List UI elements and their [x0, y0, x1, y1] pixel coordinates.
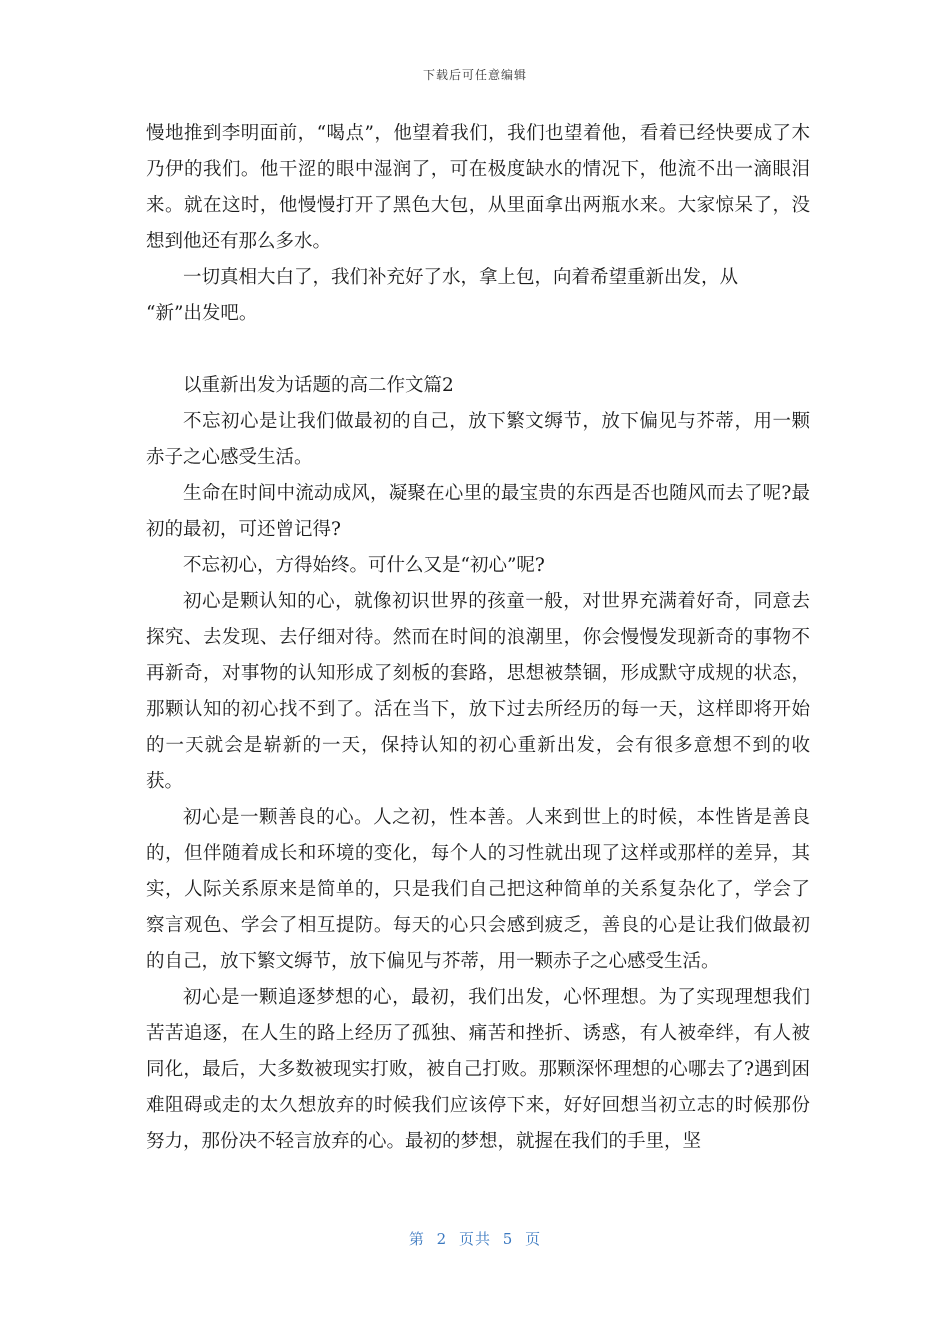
paragraph-conclusion-tail: “新”出发吧。 [146, 303, 258, 324]
section-gap [146, 332, 810, 368]
page-footer: 第 2 页共 5 页 [408, 1230, 542, 1248]
paragraph: 不忘初心是让我们做最初的自己，放下繁文缛节，放下偏见与芥蒂，用一颗赤子之心感受生活。 [146, 411, 810, 468]
document-body [146, 116, 810, 1160]
paragraph-conclusion-line: 一切真相大白了，我们补充好了水，拿上包，向着希望重新出发，从 [183, 267, 739, 288]
paragraph: 初心是颗认知的心，就像初识世界的孩童一般，对世界充满着好奇，同意去探究、去发现、去仔细对待。然而在时间的浪潮里，你会慢慢发现新奇的事物不再新奇，对事物的认知形成了刻板的套路，思想被禁锢，形成默守成规的状态，那颗认知的初心找不到了。活在当下，放下过去所经历的每一天，这样即将开始的一天就会是崭新的一天，保持认知的初心重新出发，会有很多意想不到的收获。 [146, 591, 810, 792]
paragraph-continued: 慢地推到李明面前，“喝点”，他望着我们，我们也望着他，看着已经快要成了木乃伊的我们。他干涩的眼中湿润了，可在极度缺水的情况下，他流不出一滴眼泪来。就在这时，他慢慢打开了黑色大包，从里面拿出两瓶水来。大家惊呆了，没想到他还有那么多水。 [146, 123, 810, 252]
paragraph: 初心是一颗追逐梦想的心，最初，我们出发，心怀理想。为了实现理想我们苦苦追逐，在人生的路上经历了孤独、痛苦和挫折、诱惑，有人被牵绊，有人被同化，最后，大多数被现实打败，被自己打败。那颗深怀理想的心哪去了?遇到困难阻碍或走的太久想放弃的时候我们应该停下来，好好回想当初立志的时候那份努力，那份决不轻言放弃的心。最初的梦想，就握在我们的手里，坚 [146, 987, 810, 1152]
paragraph: 初心是一颗善良的心。人之初，性本善。人来到世上的时候，本性皆是善良的，但伴随着成长和环境的变化，每个人的习性就出现了这样或那样的差异，其实，人际关系原来是简单的，只是我们自己把这种简单的关系复杂化了，学会了察言观色、学会了相互提防。每天的心只会感到疲乏，善良的心是让我们做最初的自己，放下繁文缛节，放下偏见与芥蒂，用一颗赤子之心感受生活。 [146, 807, 810, 972]
page-header: 下载后可任意编辑 [422, 68, 527, 82]
paragraph: 生命在时间中流动成风，凝聚在心里的最宝贵的东西是否也随风而去了呢?最初的最初，可还曾记得? [146, 483, 810, 540]
paragraph: 不忘初心，方得始终。可什么又是“初心”呢? [183, 555, 545, 576]
section-heading: 以重新出发为话题的高二作文篇2 [183, 375, 454, 396]
